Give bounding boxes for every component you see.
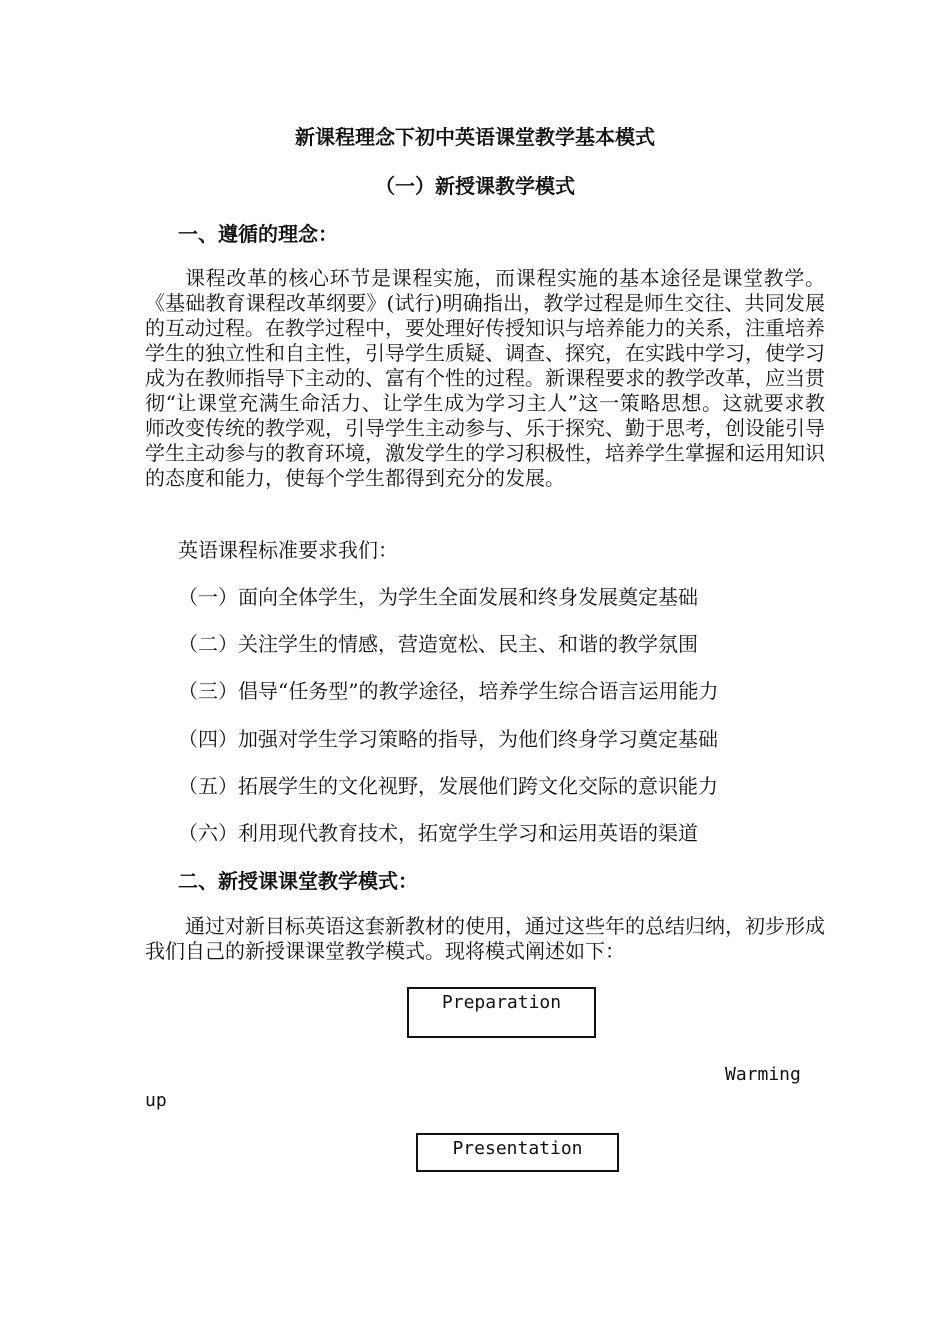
requirement-item: （一）面向全体学生，为学生全面发展和终身发展奠定基础	[178, 585, 698, 609]
requirement-item: （四）加强对学生学习策略的指导，为他们终身学习奠定基础	[178, 727, 718, 751]
document-title: 新课程理念下初中英语课堂教学基本模式	[295, 125, 655, 149]
requirement-item: （六）利用现代教育技术，拓宽学生学习和运用英语的渠道	[178, 821, 698, 845]
flow-box-preparation: Preparation	[407, 987, 596, 1038]
requirement-item: （三）倡导“任务型”的教学途径，培养学生综合语言运用能力	[178, 679, 719, 703]
requirement-item: （五）拓展学生的文化视野，发展他们跨文化交际的意识能力	[178, 774, 718, 798]
section-heading-model: 二、新授课课堂教学模式：	[178, 869, 418, 893]
paragraph-model: 通过对新目标英语这套新教材的使用，通过这些年的总结归纳，初步形成我们自己的新授课课堂教学模式。现将模式阐述如下：	[145, 914, 825, 963]
paragraph-principles: 课程改革的核心环节是课程实施，而课程实施的基本途径是课堂教学。《基础教育课程改革纲要》(试行)明确指出，教学过程是师生交往、共同发展的互动过程。在教学过程中，要处理好传授知识与培养能力的关系，注重培养学生的独立性和自主性，引导学生质疑、调查、探究，在实践中学习，使学习成为在教师指导下主动的、富有个性的过程。新课程要求的教学改革，应当贯彻“让课堂充满生命活力、让学生成为学习主人”这一策略思想。这就要求教师改变传统的教学观，引导学生主动参与、乐于探究、勤于思考，创设能引导学生主动参与的教育环境，激发学生的学习积极性，培养学生掌握和运用知识的态度和能力，使每个学生都得到充分的发展。	[145, 266, 825, 490]
document-subtitle: （一）新授课教学模式	[375, 174, 575, 198]
standard-intro: 英语课程标准要求我们：	[178, 538, 398, 562]
section-heading-principles: 一、遵循的理念：	[178, 222, 338, 246]
requirement-item: （二）关注学生的情感，营造宽松、民主、和谐的教学氛围	[178, 632, 698, 656]
flow-note-up: up	[145, 1090, 167, 1111]
flow-box-presentation: Presentation	[416, 1133, 619, 1172]
flow-note-warming: Warming	[725, 1064, 801, 1085]
